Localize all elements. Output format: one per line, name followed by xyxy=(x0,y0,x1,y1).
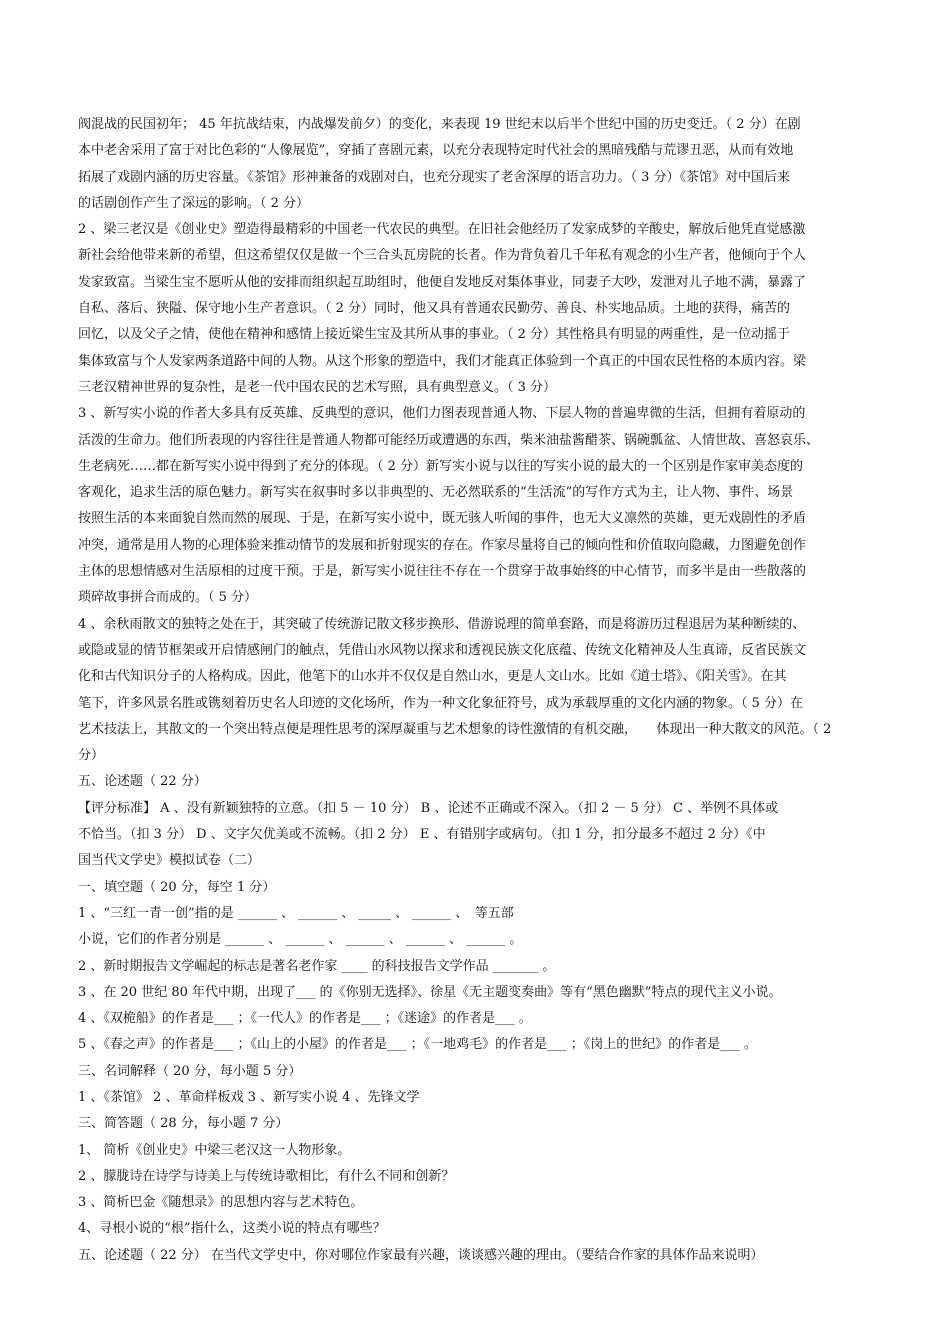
text-line: 2 、朦胧诗在诗学与诗美上与传统诗歌相比，有什么不同和创新？ xyxy=(78,1168,455,1184)
text-line: 【评分标准】 A 、没有新颖独特的立意。（扣 5 － 10 分） B 、论述不正确或不深入。（扣 2 － 5 分） C 、举例不具体或 xyxy=(78,800,779,816)
text-line: 小说，它们的作者分别是 ______ 、 ______ 、 ______ 、 ______ 、 ______ 。 xyxy=(78,932,523,948)
text-line: 回忆，以及父子之情，使他在精神和感情上接近梁生宝及其所从事的事业。（ 2 分）其性格具有明显的两重性，是一位动摇于 xyxy=(78,327,791,343)
text-line: 的话剧创作产生了深远的影响。（ 2 分） xyxy=(78,195,310,211)
document-page xyxy=(78,112,898,1269)
text-line: 三老汉精神世界的复杂性，是老一代中国农民的艺术写照，具有典型意义。（ 3 分） xyxy=(78,379,557,395)
text-line: 本中老舍采用了富于对比色彩的“人像展览”，穿插了喜剧元素，以充分表现特定时代社会的黑暗残酷与荒谬丑恶，从而有效地 xyxy=(78,143,794,159)
text-line: 笔下，许多风景名胜或镌刻着历史名人印迹的文化场所，作为一种文化象征符号，成为承载厚重的文化内涵的物象。（ 5 分）在 xyxy=(78,695,804,711)
text-line: 三、简答题（ 28 分，每小题 7 分） xyxy=(78,1116,289,1132)
text-line: 阀混战的民国初年； 45 年抗战结束，内战爆发前夕）的变化，来表现 19 世纪末以后半个世纪中国的历史变迁。（ 2 分）在剧 xyxy=(78,117,801,132)
text-line: 1 、“三红一青一创”指的是 ______ 、 ______ 、 _____ 、 ______ 、 等五部 xyxy=(78,905,514,921)
text-line: 五、论述题（ 22 分） 在当代文学史中，你对哪位作家最有兴趣，谈谈感兴趣的理由。（要结合作家的具体作品来说明） xyxy=(78,1247,764,1263)
text-line: 1 、《茶馆》 2 、革命样板戏 3 、新写实小说 4 、先锋文学 xyxy=(78,1089,420,1105)
text-line: 冲突，通常是用人物的心理体验来推动情节的发展和折射现实的存在。作家尽量将自己的倾向性和价值取向隐藏，力图避免创作 xyxy=(78,537,807,553)
text-line: 或隐或显的情节框架或开启情感闸门的触点，凭借山水风物以探求和透视民族文化底蕴、传统文化精神及人生真谛，反省民族文 xyxy=(78,642,807,658)
text-line: 化和古代知识分子的人格构成。因此，他笔下的山水并不仅仅是自然山水，更是人文山水。比如《道士塔》、《阳关雪》。在其 xyxy=(78,669,787,685)
text-line: 发家致富。当梁生宝不愿听从他的安排而组织起互助组时，他便自发地反对集体事业，同妻子大吵，发泄对儿子地不满，暴露了 xyxy=(78,274,807,290)
text-line: 3 、简析巴金《随想录》的思想内容与艺术特色。 xyxy=(78,1195,364,1211)
text-line: 新社会给他带来新的希望，但这希望仅仅是做一个三合头瓦房院的长者。作为背负着几千年私有观念的小生产者，他倾向于个人 xyxy=(78,248,807,264)
text-line: 生老病死……都在新写实小说中得到了充分的体现。（ 2 分）新写实小说与以往的写实小说的最大的一个区别是作家审美态度的 xyxy=(78,458,804,474)
text-line: 分） xyxy=(78,748,105,764)
text-line: 1、 简析《创业史》中梁三老汉这一人物形象。 xyxy=(78,1142,351,1158)
text-line: 自私、落后、狭隘、保守地小生产者意识。（ 2 分）同时，他又具有普通农民勤劳、善良、朴实地品质。土地的获得，痛苦的 xyxy=(78,301,791,317)
text-line: 2 、梁三老汉是《创业史》塑造得最精彩的中国老一代农民的典型。在旧社会他经历了发家成梦的辛酸史，解放后他凭直觉感激 xyxy=(78,222,806,238)
text-line: 3 、在 20 世纪 80 年代中期，出现了___ 的《你别无选择》、徐星《无主题变奏曲》等有“黑色幽默”特点的现代主义小说。 xyxy=(78,984,782,1000)
text-line: 拓展了戏剧内涵的历史容量。《茶馆》形神兼备的戏剧对白，也充分现实了老舍深厚的语言功力。（ 3 分）《茶馆》对中国后来 xyxy=(78,169,791,185)
text-line: 琐碎故事拼合而成的。（ 5 分） xyxy=(78,590,258,606)
text-line: 一、填空题（ 20 分，每空 1 分） xyxy=(78,879,276,895)
text-line: 5 、《春之声》的作者是___ ；《山上的小屋》的作者是___ ；《一地鸡毛》的作者是___ ；《岗上的世纪》的作者是___ 。 xyxy=(78,1037,757,1053)
text-line: 2 、新时期报告文学崛起的标志是著名老作家 ____ 的科技报告文学作品 _______ 。 xyxy=(78,958,556,974)
text-line: 活泼的生命力。他们所表现的内容往往是普通人物都可能经历或遭遇的东西，柴米油盐酱醋茶、锅碗瓢盆、人情世故、喜怒哀乐、 xyxy=(78,432,820,448)
text-line: 艺术技法上，其散文的一个突出特点便是理性思考的深厚凝重与艺术想象的诗性激情的有机交融， 体现出一种大散文的风范。（ 2 xyxy=(78,721,832,737)
text-line: 按照生活的本来面貌自然而然的展现、于是，在新写实小说中，既无骇人听闻的事件，也无大义凛然的英雄，更无戏剧性的矛盾 xyxy=(78,511,807,527)
text-line: 3 、新写实小说的作者大多具有反英雄、反典型的意识，他们力图表现普通人物、下层人物的普遍卑微的生活，但拥有着原动的 xyxy=(78,406,806,422)
text-line: 4、寻根小说的“根”指什么，这类小说的特点有哪些？ xyxy=(78,1221,386,1237)
text-line: 不恰当。（扣 3 分） D 、文字欠优美或不流畅。（扣 2 分） E 、有错别字或病句。（扣 1 分，扣分最多不超过 2 分）《中 xyxy=(78,827,766,843)
text-line: 国当代文学史》模拟试卷（二） xyxy=(78,853,261,869)
text-line: 客观化，追求生活的原色魅力。新写实在叙事时多以非典型的、无必然联系的“生活流”的写作方式为主，让人物、事件、场景 xyxy=(78,485,794,501)
text-line: 集体致富与个人发家两条道路中间的人物。从这个形象的塑造中，我们才能真正体验到一个真正的中国农民性格的本质内容。梁 xyxy=(78,353,807,369)
text-line: 三、名词解释（ 20 分，每小题 5 分） xyxy=(78,1063,302,1079)
text-line: 五、论述题（ 22 分） xyxy=(78,774,207,790)
text-line: 4 、余秋雨散文的独特之处在于，其突破了传统游记散文移步换形、借游说理的简单套路，而是将游历过程退居为某种断续的、 xyxy=(78,616,806,632)
text-line: 主体的思想情感对生活原相的过度干预。于是，新写实小说往往不存在一个贯穿于故事始终的中心情节，而多半是由一些散落的 xyxy=(78,564,807,580)
text-line: 4 、《双桅船》的作者是___ ；《一代人》的作者是___ ；《迷途》的作者是___ 。 xyxy=(78,1011,532,1027)
